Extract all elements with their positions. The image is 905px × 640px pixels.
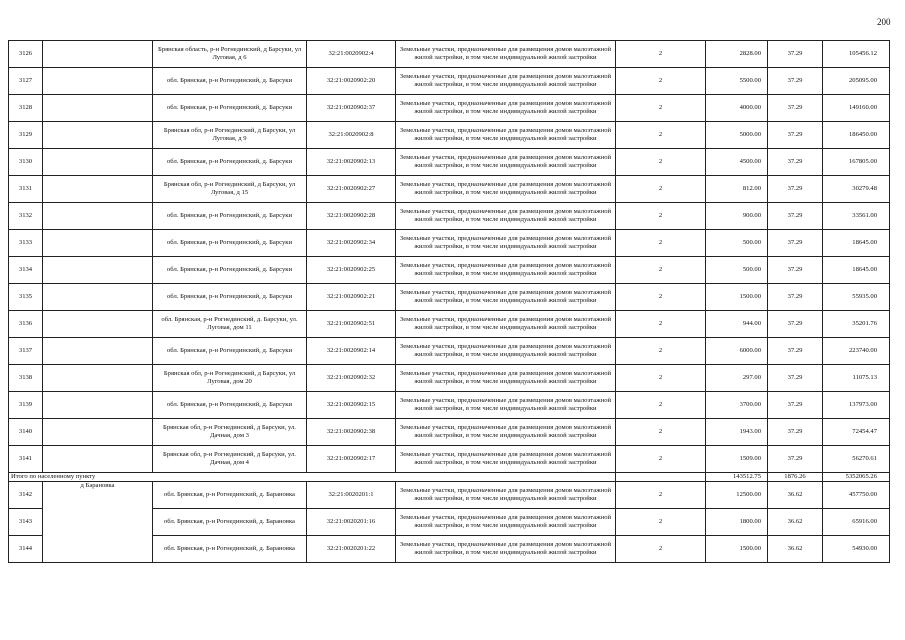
table-row bbox=[9, 68, 890, 95]
total-label: Итого по населенному пункту bbox=[9, 473, 616, 482]
locality-cell bbox=[43, 41, 153, 68]
cadastral-number-cell: 32:21:0020902:15 bbox=[307, 392, 396, 419]
cadastral-number-cell: 32:21:0020201:1 bbox=[307, 482, 396, 509]
group-cell: 2 bbox=[616, 509, 706, 536]
row-number: 3142 bbox=[9, 482, 43, 509]
address-cell: Брянская обл, р-н Рогнединский, д Барсуки, ул Луговая, дом 20 bbox=[153, 365, 307, 392]
address-cell: обл. Брянская, р-н Рогнединский, д. Барсуки bbox=[153, 392, 307, 419]
land-use-cell: Земельные участки, предназначенные для размещения домов малоэтажной жилой застройки, в том числе индивидуальной жилой застройки bbox=[396, 365, 616, 392]
row-number: 3134 bbox=[9, 257, 43, 284]
row-number: 3130 bbox=[9, 149, 43, 176]
rate-cell: 37.29 bbox=[768, 392, 823, 419]
group-cell: 2 bbox=[616, 365, 706, 392]
table-row bbox=[9, 149, 890, 176]
group-cell: 2 bbox=[616, 95, 706, 122]
area-cell: 6000.00 bbox=[706, 338, 768, 365]
rate-cell: 37.29 bbox=[768, 176, 823, 203]
cadastral-number-cell: 32:21:0020902:51 bbox=[307, 311, 396, 338]
table-row bbox=[9, 419, 890, 446]
row-number: 3135 bbox=[9, 284, 43, 311]
table-row bbox=[9, 122, 890, 149]
rate-cell: 37.29 bbox=[768, 230, 823, 257]
locality-cell bbox=[43, 284, 153, 311]
group-cell: 2 bbox=[616, 176, 706, 203]
cadastral-number-cell: 32:21:0020902:8 bbox=[307, 122, 396, 149]
land-use-cell: Земельные участки, предназначенные для размещения домов малоэтажной жилой застройки, в том числе индивидуальной жилой застройки bbox=[396, 284, 616, 311]
cadastral-value-cell: 11075.13 bbox=[823, 365, 890, 392]
table-row bbox=[9, 446, 890, 473]
cadastral-number-cell: 32:21:0020201:16 bbox=[307, 509, 396, 536]
total-value: 5352065.26 bbox=[823, 473, 890, 482]
group-cell: 2 bbox=[616, 284, 706, 311]
area-cell: 900.00 bbox=[706, 203, 768, 230]
cadastral-value-cell: 457750.00 bbox=[823, 482, 890, 509]
row-number: 3143 bbox=[9, 509, 43, 536]
area-cell: 500.00 bbox=[706, 257, 768, 284]
row-number: 3131 bbox=[9, 176, 43, 203]
group-cell: 2 bbox=[616, 536, 706, 563]
area-cell: 12500.00 bbox=[706, 482, 768, 509]
cadastral-number-cell: 32:21:0020902:25 bbox=[307, 257, 396, 284]
land-use-cell: Земельные участки, предназначенные для размещения домов малоэтажной жилой застройки, в том числе индивидуальной жилой застройки bbox=[396, 482, 616, 509]
cadastral-value-cell: 30279.48 bbox=[823, 176, 890, 203]
table-row bbox=[9, 95, 890, 122]
area-cell: 1500.00 bbox=[706, 284, 768, 311]
table-row bbox=[9, 338, 890, 365]
group-cell: 2 bbox=[616, 122, 706, 149]
rate-cell: 37.29 bbox=[768, 41, 823, 68]
address-cell: обл. Брянская, р-н Рогнединский, д. Барсуки bbox=[153, 230, 307, 257]
group-cell: 2 bbox=[616, 446, 706, 473]
locality-cell bbox=[43, 95, 153, 122]
land-use-cell: Земельные участки, предназначенные для размещения домов малоэтажной жилой застройки, в том числе индивидуальной жилой застройки bbox=[396, 149, 616, 176]
rate-cell: 36.62 bbox=[768, 536, 823, 563]
cadastral-number-cell: 32:21:0020201:22 bbox=[307, 536, 396, 563]
cadastral-number-cell: 32:21:0020902:17 bbox=[307, 446, 396, 473]
group-cell: 2 bbox=[616, 311, 706, 338]
locality-cell bbox=[43, 392, 153, 419]
total-area: 143512.75 bbox=[706, 473, 768, 482]
address-cell: Брянская обл, р-н Рогнединский, д Барсуки, ул Луговая, д 15 bbox=[153, 176, 307, 203]
table-row bbox=[9, 311, 890, 338]
locality-total-row bbox=[9, 473, 890, 482]
area-cell: 1500.00 bbox=[706, 536, 768, 563]
land-use-cell: Земельные участки, предназначенные для размещения домов малоэтажной жилой застройки, в том числе индивидуальной жилой застройки bbox=[396, 230, 616, 257]
area-cell: 1943.00 bbox=[706, 419, 768, 446]
cadastral-value-cell: 54930.00 bbox=[823, 536, 890, 563]
table-row bbox=[9, 392, 890, 419]
area-cell: 3700.00 bbox=[706, 392, 768, 419]
row-number: 3144 bbox=[9, 536, 43, 563]
table-row bbox=[9, 41, 890, 68]
address-cell: обл. Брянская, р-н Рогнединский, д. Барсуки bbox=[153, 284, 307, 311]
area-cell: 944.00 bbox=[706, 311, 768, 338]
land-use-cell: Земельные участки, предназначенные для размещения домов малоэтажной жилой застройки, в том числе индивидуальной жилой застройки bbox=[396, 95, 616, 122]
rate-cell: 37.29 bbox=[768, 311, 823, 338]
row-number: 3138 bbox=[9, 365, 43, 392]
locality-cell bbox=[43, 68, 153, 95]
cadastral-value-cell: 33561.00 bbox=[823, 203, 890, 230]
address-cell: обл. Брянская, р-н Рогнединский, д. Барсуки bbox=[153, 95, 307, 122]
cadastral-value-cell: 18645.00 bbox=[823, 257, 890, 284]
rate-cell: 36.62 bbox=[768, 482, 823, 509]
area-cell: 4000.00 bbox=[706, 95, 768, 122]
group-cell: 2 bbox=[616, 41, 706, 68]
group-cell: 2 bbox=[616, 257, 706, 284]
area-cell: 2828.00 bbox=[706, 41, 768, 68]
land-use-cell: Земельные участки, предназначенные для размещения домов малоэтажной жилой застройки, в том числе индивидуальной жилой застройки bbox=[396, 68, 616, 95]
address-cell: обл. Брянская, р-н Рогнединский, д. Барановка bbox=[153, 536, 307, 563]
area-cell: 1509.00 bbox=[706, 446, 768, 473]
cadastral-value-cell: 167805.00 bbox=[823, 149, 890, 176]
land-use-cell: Земельные участки, предназначенные для размещения домов малоэтажной жилой застройки, в том числе индивидуальной жилой застройки bbox=[396, 419, 616, 446]
row-number: 3141 bbox=[9, 446, 43, 473]
area-cell: 297.00 bbox=[706, 365, 768, 392]
area-cell: 812.00 bbox=[706, 176, 768, 203]
address-cell: обл. Брянская, р-н Рогнединский, д. Барсуки bbox=[153, 149, 307, 176]
group-cell: 2 bbox=[616, 392, 706, 419]
locality-cell bbox=[43, 122, 153, 149]
table-row bbox=[9, 284, 890, 311]
rate-cell: 37.29 bbox=[768, 68, 823, 95]
group-cell: 2 bbox=[616, 149, 706, 176]
address-cell: обл. Брянская, р-н Рогнединский, д. Барсуки bbox=[153, 257, 307, 284]
row-number: 3140 bbox=[9, 419, 43, 446]
address-cell: Брянская обл, р-н Рогнединский, д Барсуки, ул Луговая, д 9 bbox=[153, 122, 307, 149]
land-registry-table bbox=[8, 40, 890, 563]
cadastral-value-cell: 186450.00 bbox=[823, 122, 890, 149]
locality-name: д Барановка bbox=[43, 482, 153, 563]
land-use-cell: Земельные участки, предназначенные для размещения домов малоэтажной жилой застройки, в том числе индивидуальной жилой застройки bbox=[396, 203, 616, 230]
address-cell: обл. Брянская, р-н Рогнединский, д. Барсуки bbox=[153, 68, 307, 95]
group-cell: 2 bbox=[616, 230, 706, 257]
rate-cell: 37.29 bbox=[768, 284, 823, 311]
address-cell: обл. Брянская, р-н Рогнединский, д. Барсуки, ул. Луговая, дом 11 bbox=[153, 311, 307, 338]
cadastral-number-cell: 32:21:0020902:32 bbox=[307, 365, 396, 392]
table-row bbox=[9, 365, 890, 392]
rate-cell: 37.29 bbox=[768, 446, 823, 473]
table-row bbox=[9, 482, 890, 509]
address-cell: обл. Брянская, р-н Рогнединский, д. Барановка bbox=[153, 509, 307, 536]
area-cell: 1800.00 bbox=[706, 509, 768, 536]
land-use-cell: Земельные участки, предназначенные для размещения домов малоэтажной жилой застройки, в том числе индивидуальной жилой застройки bbox=[396, 176, 616, 203]
locality-cell bbox=[43, 419, 153, 446]
row-number: 3126 bbox=[9, 41, 43, 68]
row-number: 3137 bbox=[9, 338, 43, 365]
row-number: 3133 bbox=[9, 230, 43, 257]
cadastral-value-cell: 205095.00 bbox=[823, 68, 890, 95]
locality-cell bbox=[43, 176, 153, 203]
land-use-cell: Земельные участки, предназначенные для размещения домов малоэтажной жилой застройки, в том числе индивидуальной жилой застройки bbox=[396, 257, 616, 284]
rate-cell: 37.29 bbox=[768, 95, 823, 122]
land-use-cell: Земельные участки, предназначенные для размещения домов малоэтажной жилой застройки, в том числе индивидуальной жилой застройки bbox=[396, 392, 616, 419]
area-cell: 4500.00 bbox=[706, 149, 768, 176]
cadastral-value-cell: 72454.47 bbox=[823, 419, 890, 446]
cadastral-value-cell: 149160.00 bbox=[823, 95, 890, 122]
cadastral-number-cell: 32:21:0020902:27 bbox=[307, 176, 396, 203]
cadastral-number-cell: 32:21:0020902:13 bbox=[307, 149, 396, 176]
rate-cell: 36.62 bbox=[768, 509, 823, 536]
locality-cell bbox=[43, 149, 153, 176]
page-number: 200 bbox=[877, 17, 891, 27]
area-cell: 5000.00 bbox=[706, 122, 768, 149]
cadastral-number-cell: 32:21:0020902:21 bbox=[307, 284, 396, 311]
land-use-cell: Земельные участки, предназначенные для размещения домов малоэтажной жилой застройки, в том числе индивидуальной жилой застройки bbox=[396, 122, 616, 149]
rate-cell: 37.29 bbox=[768, 419, 823, 446]
address-cell: Брянская обл, р-н Рогнединский, д Барсуки, ул. Дачная, дом 4 bbox=[153, 446, 307, 473]
locality-cell bbox=[43, 203, 153, 230]
rate-cell: 37.29 bbox=[768, 122, 823, 149]
cadastral-value-cell: 65916.00 bbox=[823, 509, 890, 536]
locality-cell bbox=[43, 311, 153, 338]
land-use-cell: Земельные участки, предназначенные для размещения домов малоэтажной жилой застройки, в том числе индивидуальной жилой застройки bbox=[396, 536, 616, 563]
row-number: 3127 bbox=[9, 68, 43, 95]
total-rate: 1876.26 bbox=[768, 473, 823, 482]
cadastral-value-cell: 18645.00 bbox=[823, 230, 890, 257]
address-cell: обл. Брянская, р-н Рогнединский, д. Барановка bbox=[153, 482, 307, 509]
group-cell: 2 bbox=[616, 338, 706, 365]
table-row bbox=[9, 203, 890, 230]
table-row bbox=[9, 230, 890, 257]
table-row bbox=[9, 257, 890, 284]
locality-cell bbox=[43, 365, 153, 392]
cadastral-number-cell: 32:21:0020902:4 bbox=[307, 41, 396, 68]
row-number: 3139 bbox=[9, 392, 43, 419]
row-number: 3128 bbox=[9, 95, 43, 122]
cadastral-number-cell: 32:21:0020902:38 bbox=[307, 419, 396, 446]
area-cell: 500.00 bbox=[706, 230, 768, 257]
rate-cell: 37.29 bbox=[768, 203, 823, 230]
address-cell: обл. Брянская, р-н Рогнединский, д. Барсуки bbox=[153, 203, 307, 230]
group-cell: 2 bbox=[616, 203, 706, 230]
group-cell: 2 bbox=[616, 419, 706, 446]
cadastral-value-cell: 137973.00 bbox=[823, 392, 890, 419]
cadastral-value-cell: 223740.00 bbox=[823, 338, 890, 365]
cadastral-number-cell: 32:21:0020902:34 bbox=[307, 230, 396, 257]
land-use-cell: Земельные участки, предназначенные для размещения домов малоэтажной жилой застройки, в том числе индивидуальной жилой застройки bbox=[396, 509, 616, 536]
cadastral-number-cell: 32:21:0020902:28 bbox=[307, 203, 396, 230]
row-number: 3129 bbox=[9, 122, 43, 149]
address-cell: Брянская обл, р-н Рогнединский, д Барсуки, ул. Дачная, дом 3 bbox=[153, 419, 307, 446]
cadastral-number-cell: 32:21:0020902:20 bbox=[307, 68, 396, 95]
rate-cell: 37.29 bbox=[768, 338, 823, 365]
rate-cell: 37.29 bbox=[768, 257, 823, 284]
land-use-cell: Земельные участки, предназначенные для размещения домов малоэтажной жилой застройки, в том числе индивидуальной жилой застройки bbox=[396, 311, 616, 338]
locality-cell bbox=[43, 257, 153, 284]
rate-cell: 37.29 bbox=[768, 365, 823, 392]
cadastral-value-cell: 35201.76 bbox=[823, 311, 890, 338]
rate-cell: 37.29 bbox=[768, 149, 823, 176]
locality-cell bbox=[43, 338, 153, 365]
address-cell: Брянская область, р-н Рогнединский, д Барсуки, ул Луговая, д 6 bbox=[153, 41, 307, 68]
cadastral-number-cell: 32:21:0020902:37 bbox=[307, 95, 396, 122]
cadastral-value-cell: 56270.61 bbox=[823, 446, 890, 473]
cadastral-value-cell: 105456.12 bbox=[823, 41, 890, 68]
cadastral-number-cell: 32:21:0020902:14 bbox=[307, 338, 396, 365]
locality-cell bbox=[43, 230, 153, 257]
table-row bbox=[9, 176, 890, 203]
land-use-cell: Земельные участки, предназначенные для размещения домов малоэтажной жилой застройки, в том числе индивидуальной жилой застройки bbox=[396, 41, 616, 68]
row-number: 3132 bbox=[9, 203, 43, 230]
group-cell: 2 bbox=[616, 482, 706, 509]
area-cell: 5500.00 bbox=[706, 68, 768, 95]
land-use-cell: Земельные участки, предназначенные для размещения домов малоэтажной жилой застройки, в том числе индивидуальной жилой застройки bbox=[396, 446, 616, 473]
group-cell: 2 bbox=[616, 68, 706, 95]
locality-cell bbox=[43, 446, 153, 473]
cadastral-value-cell: 55935.00 bbox=[823, 284, 890, 311]
address-cell: обл. Брянская, р-н Рогнединский, д. Барсуки bbox=[153, 338, 307, 365]
land-use-cell: Земельные участки, предназначенные для размещения домов малоэтажной жилой застройки, в том числе индивидуальной жилой застройки bbox=[396, 338, 616, 365]
row-number: 3136 bbox=[9, 311, 43, 338]
